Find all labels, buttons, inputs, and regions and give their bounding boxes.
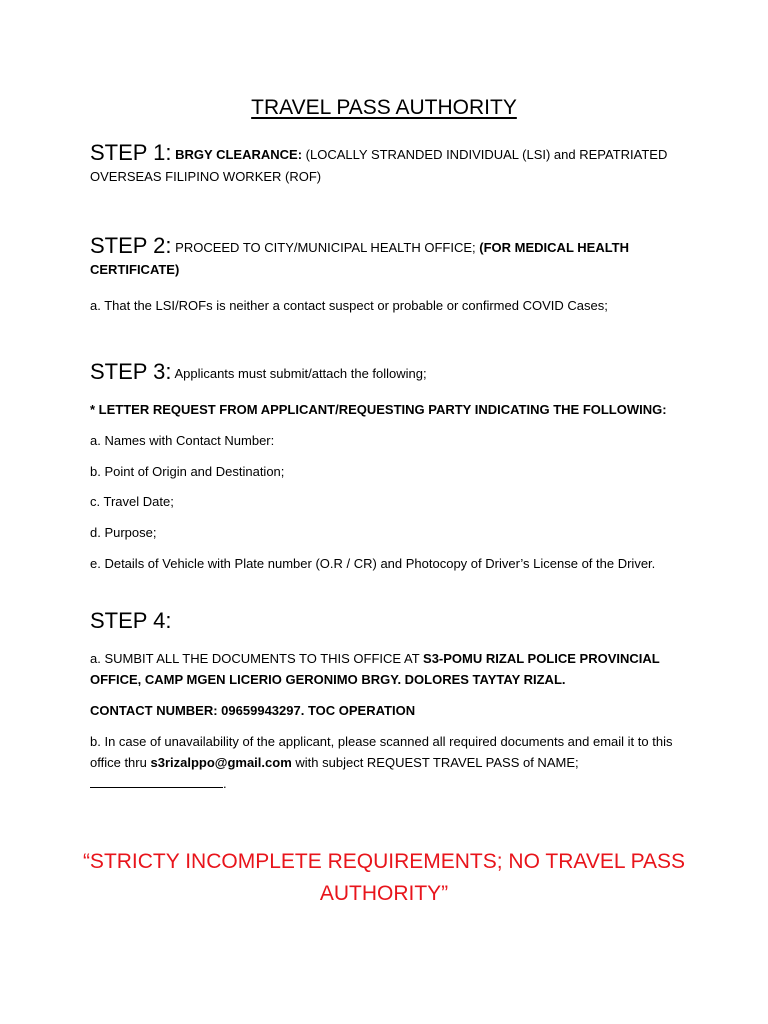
- step-4-item-a: [90, 648, 690, 690]
- notice-line-2: AUTHORITY”: [319, 882, 449, 905]
- contact-email: s3rizalppo@gmail.com: [150, 755, 292, 770]
- step-2-heading: STEP 2:: [90, 233, 172, 258]
- notice-line-1: “STRICTY INCOMPLETE REQUIREMENTS; NO TRAVEL PASS: [82, 850, 686, 873]
- step-3-item: a. Names with Contact Number:: [90, 433, 275, 448]
- step-1-text: (LOCALLY STRANDED INDIVIDUAL (LSI) and REPATRIATED OVERSEAS FILIPINO WORKER (ROF): [90, 147, 668, 184]
- step-2-text: PROCEED TO CITY/MUNICIPAL HEALTH OFFICE;: [175, 240, 476, 255]
- step-4-item-b: [90, 731, 690, 794]
- step-2-bold-text: (FOR MEDICAL HEALTH CERTIFICATE): [90, 240, 630, 277]
- step-3-item: e. Details of Vehicle with Plate number (O.R / CR) and Photocopy of Driver’s License of the Driver.: [90, 556, 656, 571]
- step-1: [90, 142, 690, 188]
- step-4-item-b-text: b. In case of unavailability of the applicant, please scanned all required documents and email it to this office thru: [90, 734, 673, 770]
- step-3-text: Applicants must submit/attach the following;: [174, 366, 427, 381]
- step-4-item-a-text: a. SUMBIT ALL THE DOCUMENTS TO THIS OFFICE AT: [90, 651, 420, 666]
- step-3-item: b. Point of Origin and Destination;: [90, 464, 285, 479]
- document-title: TRAVEL PASS AUTHORITY: [251, 96, 517, 119]
- step-4-office-address: S3-POMU RIZAL POLICE PROVINCIAL OFFICE, CAMP MGEN LICERIO GERONIMO BRGY. DOLORES TAYTAY RIZAL.: [90, 651, 660, 687]
- step-3-item: d. Purpose;: [90, 525, 157, 540]
- step-4-item-b-end: .: [223, 776, 227, 791]
- step-4-contact: CONTACT NUMBER: 09659943297. TOC OPERATION: [90, 703, 416, 718]
- step-4-item-b-subject: with subject REQUEST TRAVEL PASS of NAME;: [295, 755, 579, 770]
- step-3-item: c. Travel Date;: [90, 494, 174, 509]
- name-blank-line: [90, 774, 223, 788]
- step-1-heading: STEP 1:: [90, 140, 172, 165]
- step-2-item-a: a. That the LSI/ROFs is neither a contact suspect or probable or confirmed COVID Cases;: [90, 298, 608, 313]
- step-3: [90, 361, 690, 385]
- step-3-heading: STEP 3:: [90, 359, 172, 384]
- step-2: [90, 235, 690, 281]
- step-4: [90, 610, 690, 634]
- step-1-label: BRGY CLEARANCE:: [175, 147, 303, 162]
- step-3-letter-request: * LETTER REQUEST FROM APPLICANT/REQUESTING PARTY INDICATING THE FOLLOWING:: [90, 402, 667, 417]
- step-4-heading: STEP 4:: [90, 608, 172, 633]
- requirements-notice: [60, 846, 708, 910]
